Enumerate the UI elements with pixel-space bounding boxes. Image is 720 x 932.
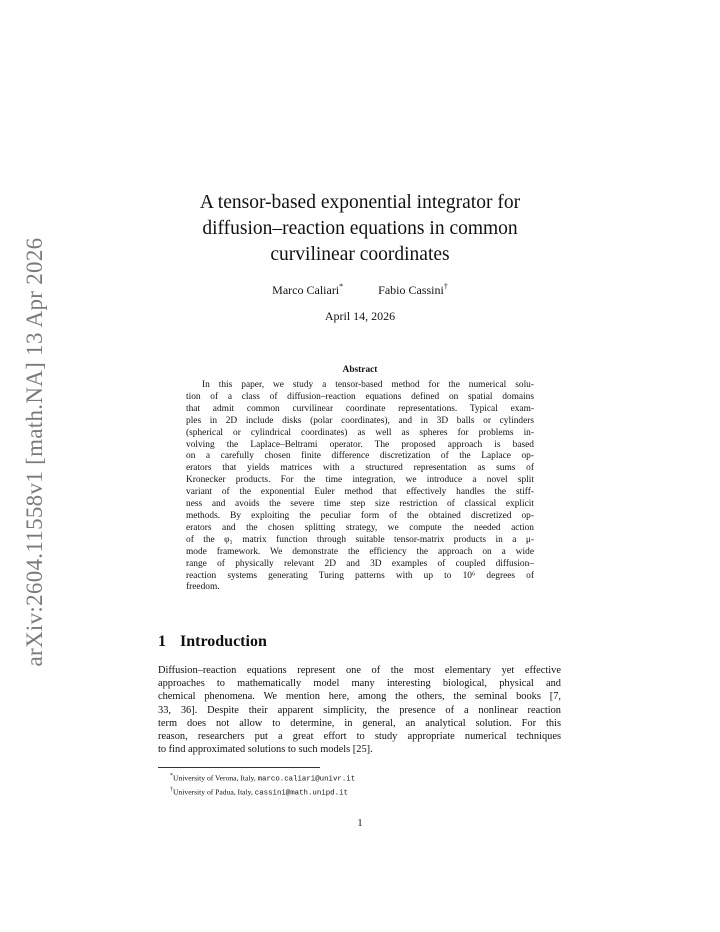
- footnote-divider: [158, 767, 320, 768]
- abstract-line: volving the Laplace–Beltrami operator. The proposed approach is based: [186, 439, 534, 450]
- section-title: Introduction: [180, 633, 267, 650]
- section-number: 1: [158, 633, 166, 650]
- title-line: A tensor-based exponential integrator for: [199, 192, 521, 213]
- abstract-line: In this paper, we study a tensor-based method for the numerical solu-: [202, 380, 534, 390]
- abstract-line: (spherical or cylindrical coordinates) as well as spheres for problems in-: [186, 427, 534, 438]
- paragraph-line: chemical phenomena. We mention here, among the others, the seminal books [7,: [158, 691, 561, 703]
- footnote-affiliation-second: [158, 785, 561, 799]
- footnote-email: cassini@math.unipd.it: [254, 789, 348, 798]
- abstract-line: tion of a class of diffusion–reaction equations defined on spatial domains: [186, 391, 534, 402]
- arxiv-identifier-stamp: arXiv:2604.11558v1 [math.NA] 13 Apr 2026: [22, 237, 47, 667]
- page-number: 1: [357, 818, 363, 829]
- paragraph-line: Diffusion–reaction equations represent one of the most elementary yet effective: [158, 665, 561, 676]
- introduction-paragraph: [158, 664, 561, 756]
- author-second: [378, 282, 448, 298]
- footnote-affiliation-first: [158, 771, 561, 785]
- abstract-line: ples in 2D include disks (polar coordinates), and in 3D balls or cylinders: [186, 415, 534, 426]
- abstract-heading: Abstract: [342, 365, 378, 375]
- footnotes: [158, 771, 561, 799]
- author-list: [160, 282, 560, 298]
- abstract-line: of the φ₁ matrix function through suitable tensor-matrix products in a μ-: [186, 534, 534, 545]
- abstract-line: range of physically relevant 2D and 3D examples of coupled diffusion–: [186, 558, 534, 569]
- footnote-mark: *: [170, 773, 173, 779]
- publication-date: April 14, 2026: [324, 309, 396, 323]
- paragraph-line: approaches to mathematically model many interesting biological, physical and: [158, 678, 561, 690]
- author-name: Fabio Cassini: [378, 283, 444, 297]
- abstract-line: mode framework. We demonstrate the efficiency the approach on a wide: [186, 546, 534, 557]
- section-heading-introduction: [158, 633, 267, 651]
- abstract-line: Kronecker products. For the time integration, we introduce a novel split: [186, 475, 534, 486]
- title-line: diffusion–reaction equations in common: [202, 218, 518, 239]
- abstract-line: reaction systems generating Turing patterns with up to 10⁶ degrees of: [186, 570, 534, 581]
- abstract-body: [186, 380, 534, 594]
- footnote-text: University of Verona, Italy,: [173, 773, 258, 783]
- abstract-line: erators that yields matrices with a structured representation as sums of: [186, 463, 534, 474]
- paragraph-line: 33, 36]. Despite their apparent simplicity, the presence of a nonlinear reaction: [158, 704, 561, 716]
- footnote-email: marco.caliari@univr.it: [257, 775, 356, 784]
- author-footnote-mark: *: [339, 282, 344, 291]
- footnote-mark: †: [170, 787, 173, 794]
- paragraph-line: to find approximated solutions to such models [25].: [158, 744, 373, 756]
- paragraph-line: reason, researchers put a great effort to study appropriate numerical techniques: [158, 731, 561, 743]
- abstract-line: erators and the chosen splitting strategy, we compute the needed action: [186, 522, 534, 533]
- title-line: curvilinear coordinates: [270, 244, 450, 265]
- abstract-line: ness and avoids the severe time step size restriction of classical explicit: [186, 499, 534, 510]
- author-name: Marco Caliari: [272, 283, 340, 297]
- paragraph-line: term does not allow to determine, in general, an analytical solution. For this: [158, 717, 561, 729]
- paper-title: [160, 190, 560, 268]
- abstract-line: methods. By exploiting the peculiar form of the obtained discretized op-: [186, 510, 534, 521]
- abstract-line: on a carefully chosen finite difference discretization of the Laplace op-: [186, 451, 534, 462]
- footnote-text: University of Padua, Italy,: [173, 787, 255, 797]
- author-footnote-mark: †: [443, 282, 448, 291]
- author-first: [272, 282, 343, 298]
- abstract-line: variant of the exponential Euler method that effectively handles the stiff-: [186, 487, 534, 498]
- abstract-line: that admit common curvilinear coordinate representations. Typical exam-: [186, 403, 534, 414]
- abstract-line: freedom.: [186, 582, 220, 593]
